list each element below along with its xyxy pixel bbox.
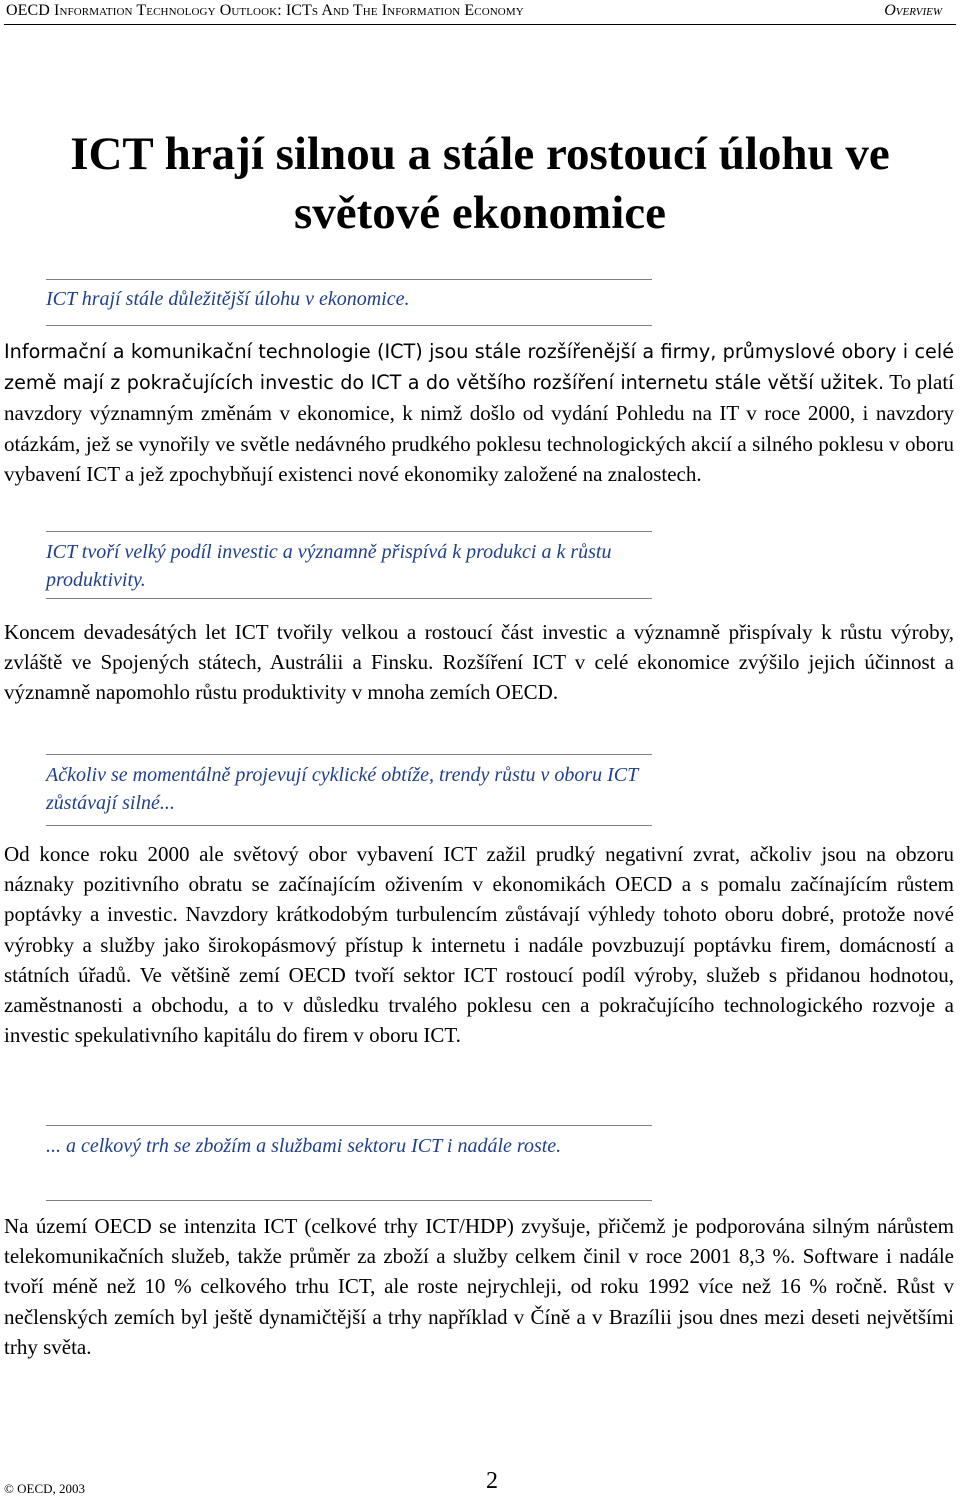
margin-callout-1: ICT hrají stále důležitější úlohu v ekonomice.: [46, 279, 652, 326]
body-paragraph-4: Na území OECD se intenzita ICT (celkové trhy ICT/HDP) zvyšuje, přičemž je podporována silným nárůstem telekomunikačních služeb, takže průměr za zboží a služby celkem činil v roce 2001 8,3 %. Software i nadále tvoří méně než 10 % celkového trhu ICT, ale roste nejrychleji, od roku 1992 více než 16 % ročně. Růst v nečlenských zemích byl ještě dynamičtější a trhy například v Číně a v Brazílii jsou dnes mezi deseti největšími trhy světa.: [4, 1214, 954, 1359]
running-header: [4, 0, 956, 25]
paragraph-1-serif-run: To platí navzdory významným změnám v ekonomice, k nimž došlo od vydání Pohledu na IT v roce 2000, i navzdory otázkám, jež se vynořily ve světle nedávného prudkého poklesu technologických akcií a silného poklesu v oboru vybavení ICT a jež zpochybňují existenci nové ekonomiky založené na znalostech.: [4, 370, 955, 486]
footer-copyright: © OECD, 2003: [4, 1481, 86, 1496]
margin-callout-2: ICT tvoří velký podíl investic a významně přispívá k produkci a k růstu produktivity.: [46, 531, 652, 599]
body-paragraph-2: Koncem devadesátých let ICT tvořily velkou a rostoucí část investic a významně přispívaly k růstu výroby, zvláště ve Spojených státech, Austrálii a Finsku. Rozšíření ICT v celé ekonomice zvýšilo jejich účinnost a významně napomohlo růstu produktivity v mnoha zemích OECD.: [4, 620, 954, 705]
paragraph-1-sans-run: Informační a komunikační technologie (ICT) jsou stále rozšířenější a firmy, průmyslové obory i celé země mají z pokračujících investic do ICT a do většího rozšíření internetu stále větší užitek.: [4, 340, 954, 395]
margin-callout-3: Ačkoliv se momentálně projevují cyklické obtíže, trendy růstu v oboru ICT zůstávají silné...: [46, 754, 652, 826]
page-title: ICT hrají silnou a stále rostoucí úlohu ve světové ekonomice: [70, 128, 890, 239]
body-paragraph-3: Od konce roku 2000 ale světový obor vybavení ICT zažil prudký negativní zvrat, ačkoliv jsou na obzoru náznaky pozitivního obratu se začínajícím oživením v ekonomikách OECD a s pomalu začínajícím růstem poptávky a investic. Navzdory krátkodobým turbulencím zůstávají výhledy tohoto oboru dobré, protože nové výrobky a služby jako širokopásmový přístup k internetu i nadále povzbuzují poptávku firem, domácností a státních úřadů. Ve většině zemí OECD tvoří sektor ICT rostoucí podíl výroby, služeb s přidanou hodnotou, zaměstnanosti a obchodu, a to v důsledku trvalého poklesu cen a pokračujícího technologického rozvoje a investic spekulativního kapitálu do firem v oboru ICT.: [4, 842, 954, 1048]
margin-callout-4: ... a celkový trh se zbožím a službami sektoru ICT i nadále roste.: [46, 1125, 652, 1201]
body-paragraph-1: [4, 336, 954, 489]
header-section-name: Overview: [884, 2, 942, 19]
header-publication-title: OECD Information Technology Outlook: ICTs And The Information Economy: [6, 2, 524, 19]
footer-page-number: 2: [486, 1468, 498, 1494]
